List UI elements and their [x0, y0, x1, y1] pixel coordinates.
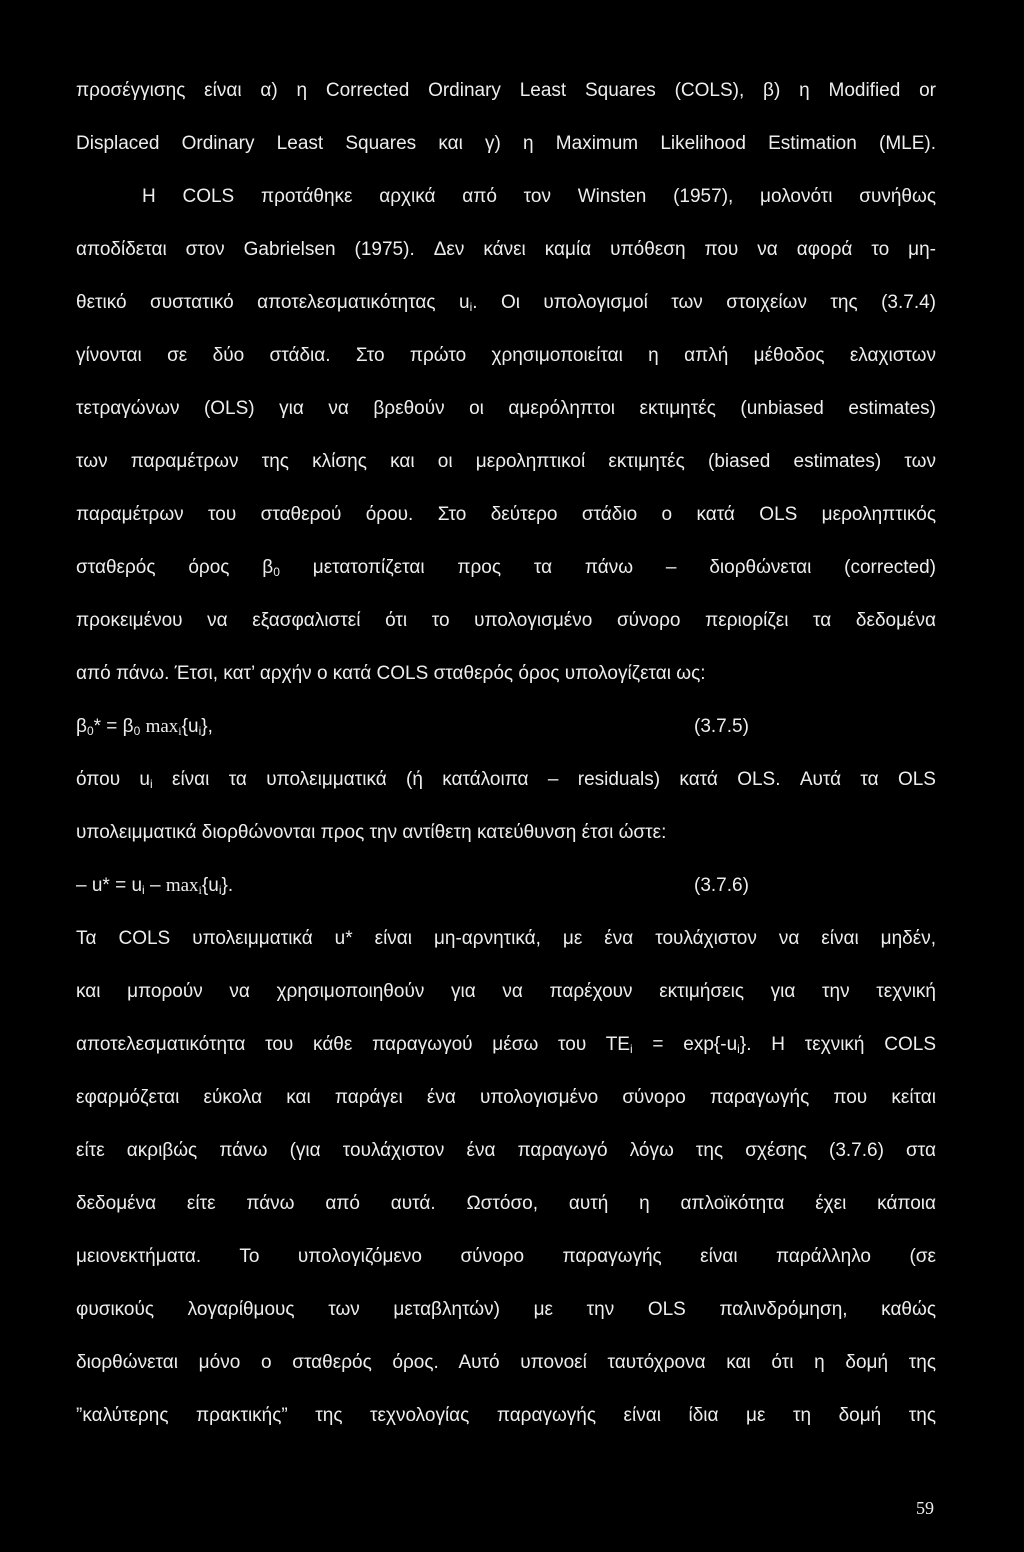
equation-3-7-6 — [76, 873, 936, 903]
text-segment: θετικό συστατικό αποτελεσματικότητας u — [76, 292, 470, 313]
text-line — [76, 1032, 936, 1062]
subscript: i — [629, 1042, 633, 1056]
eq-max: max — [165, 875, 199, 896]
subscript: i — [149, 777, 153, 791]
eq-segment: }. — [221, 875, 234, 896]
text-line: αποδίδεται στον Gabrielsen (1975). Δεν κάνει καμία υπόθεση που να αφορά το μη- — [76, 239, 936, 260]
text-line: φυσικούς λογαρίθμους των μεταβλητών) με την OLS παλινδρόμηση, καθώς — [76, 1299, 936, 1320]
subscript: i — [198, 883, 202, 897]
text-line — [76, 290, 936, 320]
text-line: γίνονται σε δύο στάδια. Στο πρώτο χρησιμοποιείται η απλή μέθοδος ελαχιστων — [76, 345, 936, 366]
text-segment: = exp{-u — [632, 1034, 738, 1055]
text-line: ”καλύτερης πρακτικής” της τεχνολογίας παραγωγής είναι ίδια με τη δομή της — [76, 1405, 936, 1426]
text-line: Displaced Ordinary Least Squares και γ) η Maximum Likelihood Estimation (MLE). — [76, 133, 936, 154]
eq-segment: – — [144, 875, 166, 896]
text-segment: σταθερός όρος β — [76, 557, 274, 578]
text-line: των παραμέτρων της κλίσης και οι μεροληπτικοί εκτιμητές (biased estimates) των — [76, 451, 936, 472]
page-number: 59 — [916, 1498, 934, 1518]
text-line: και μπορούν να χρησιμοποιηθούν για να παρέχουν εκτιμήσεις για την τεχνική — [76, 981, 936, 1002]
text-line: Τα COLS υπολειμματικά u* είναι μη-αρνητικά, με ένα τουλάχιστον να είναι μηδέν, — [76, 928, 936, 949]
subscript: i — [737, 1042, 740, 1056]
paragraph-first-line: Η COLS προτάθηκε αρχικά από τον Winsten (1957), μολονότι συνήθως — [142, 186, 936, 207]
text-segment: }. Η τεχνική COLS — [739, 1034, 936, 1055]
text-line — [76, 767, 936, 797]
equation-number: (3.7.6) — [694, 875, 749, 896]
text-line: προκειμένου να εξασφαλιστεί ότι το υπολογισμένο σύνορο περιορίζει τα δεδομένα — [76, 610, 936, 631]
eq-segment: {u — [201, 875, 219, 896]
equation-3-7-5 — [76, 714, 936, 744]
eq-segment: – u* = u — [76, 875, 143, 896]
eq-segment: * = β — [93, 716, 134, 737]
subscript: i — [198, 724, 202, 738]
text-line: είτε ακριβώς πάνω (για τουλάχιστον ένα παραγωγό λόγω της σχέσης (3.7.6) στα — [76, 1140, 936, 1161]
text-line — [76, 555, 936, 585]
equation-number: (3.7.5) — [694, 716, 749, 737]
eq-max: max — [145, 716, 179, 737]
text-line: υπολειμματικά διορθώνονται προς την αντίθετη κατεύθυνση έτσι ώστε: — [76, 822, 667, 843]
text-line: από πάνω. Έτσι, κατ’ αρχήν ο κατά COLS σταθερός όρος υπολογίζεται ως: — [76, 663, 706, 684]
subscript: 0 — [273, 565, 280, 579]
text-line: παραμέτρων του σταθερού όρου. Στο δεύτερο στάδιο ο κατά OLS μεροληπτικός — [76, 504, 936, 525]
text-segment: είναι τα υπολειμματικά (ή κατάλοιπα – residuals) κατά OLS. Αυτά τα OLS — [152, 769, 936, 790]
subscript: 0 — [133, 724, 141, 738]
subscript: i — [469, 300, 473, 314]
text-line: τετραγώνων (OLS) για να βρεθούν οι αμερόληπτοι εκτιμητές (unbiased estimates) — [76, 398, 936, 419]
text-segment: αποτελεσματικότητα του κάθε παραγωγού μέσω του ΤΕ — [76, 1034, 630, 1055]
text-line: προσέγγισης είναι α) η Corrected Ordinary Least Squares (COLS), β) η Modified or — [76, 80, 936, 101]
eq-segment: }, — [201, 716, 213, 737]
text-line: εφαρμόζεται εύκολα και παράγει ένα υπολογισμένο σύνορο παραγωγής που κείται — [76, 1087, 936, 1108]
text-segment: . Οι υπολογισμοί των στοιχείων της (3.7.4) — [472, 292, 936, 313]
text-line: δεδομένα είτε πάνω από αυτά. Ωστόσο, αυτή η απλοϊκότητα έχει κάποια — [76, 1193, 936, 1214]
subscript: i — [178, 724, 182, 738]
text-segment: μετατοπίζεται προς τα πάνω – διορθώνεται (corrected) — [279, 557, 937, 578]
eq-segment: {u — [181, 716, 199, 737]
subscript: i — [142, 883, 145, 897]
subscript: 0 — [86, 724, 94, 738]
subscript: i — [218, 883, 222, 897]
eq-symbol: β — [76, 716, 87, 737]
text-line: διορθώνεται μόνο ο σταθερός όρος. Αυτό υπονοεί ταυτόχρονα και ότι η δομή της — [76, 1352, 936, 1373]
text-segment: όπου u — [76, 769, 150, 790]
text-line: μειονεκτήματα. Το υπολογιζόμενο σύνορο παραγωγής είναι παράλληλο (σε — [76, 1246, 936, 1267]
